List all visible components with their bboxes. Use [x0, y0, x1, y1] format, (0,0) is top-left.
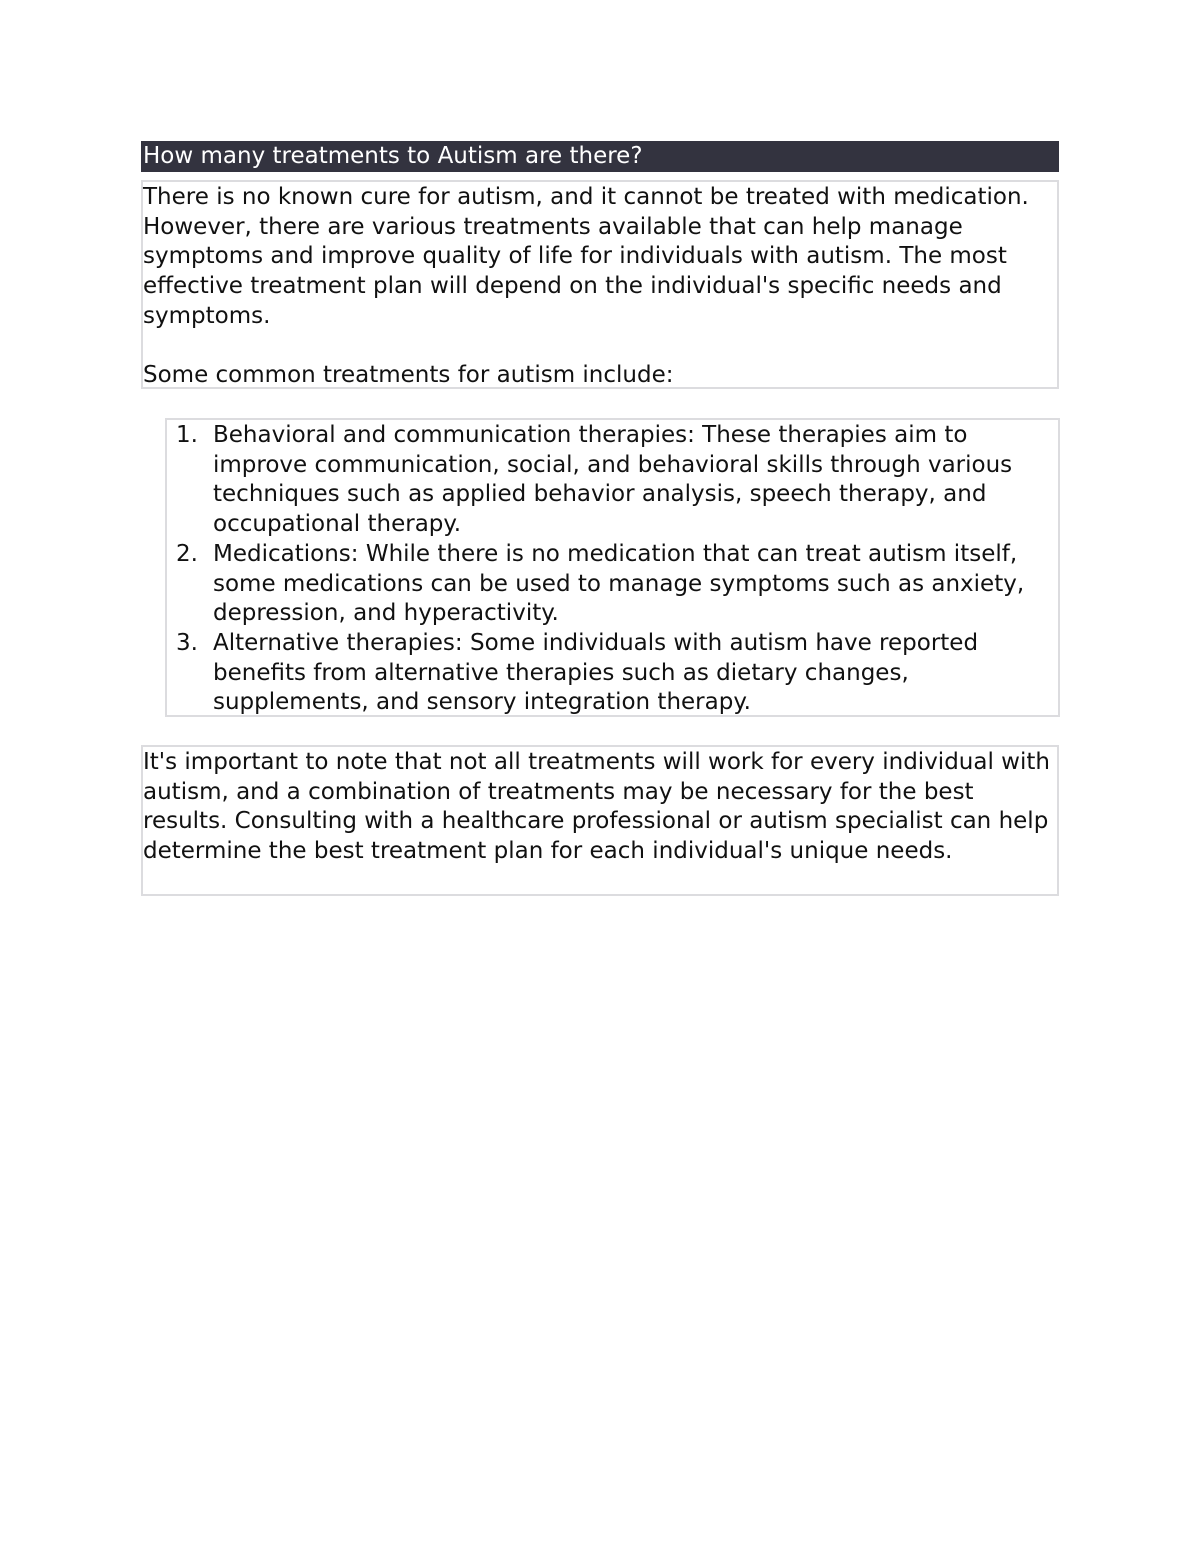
treatment-list [167, 421, 1058, 718]
list-item-text: Behavioral and communication therapies: These therapies aim to improve communication, social, and behavioral skills through various techniques such as applied behavior analysis, speech therapy, and occupational therapy. [213, 422, 1013, 538]
closing-box [141, 745, 1059, 896]
closing-paragraph: It's important to note that not all treatments will work for every individual with autism, and a combination of treatments may be necessary for the best results. Consulting with a healthcare professional or autism specialist can help determine the best treatment plan for each individual's unique needs. [143, 749, 1050, 865]
list-item-text: Medications: While there is no medication that can treat autism itself, some medications can be used to manage symptoms such as anxiety, depression, and hyperactivity. [213, 540, 1025, 627]
question-heading: How many treatments to Autism are there? [141, 141, 1059, 172]
list-item-number: 2. [176, 540, 198, 567]
intro-box [141, 180, 1059, 389]
treatment-list-box [165, 418, 1060, 717]
treatment-list-item [167, 629, 1058, 718]
list-item-number: 3. [176, 629, 198, 656]
list-item-number: 1. [176, 422, 198, 448]
list-item-text: Alternative therapies: Some individuals with autism have reported benefits from alternative therapies such as dietary changes, supplements, and sensory integration therapy. [213, 629, 979, 716]
treatment-list-item [167, 540, 1058, 629]
intro-paragraph: There is no known cure for autism, and it cannot be treated with medication. However, there are various treatments available that can help manage symptoms and improve quality of life for individuals with autism. The most effective treatment plan will depend on the individual's specific needs and symptoms. [143, 184, 1029, 329]
intro-list-lead: Some common treatments for autism include: [143, 362, 674, 389]
treatment-list-item [167, 421, 1058, 540]
